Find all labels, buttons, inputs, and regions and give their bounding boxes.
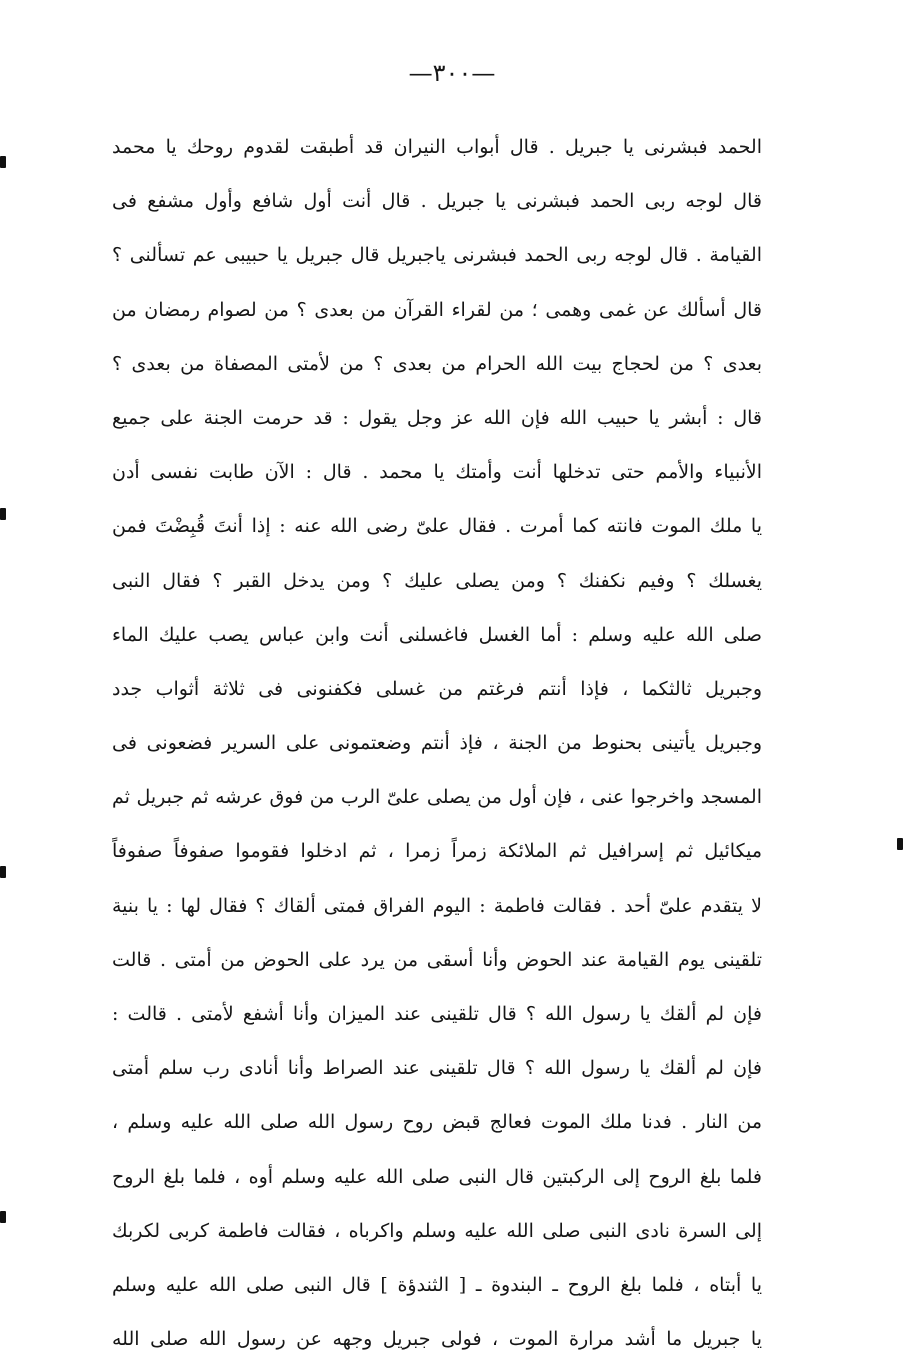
text-line: فإن لم ألقك يا رسول الله ؟ قال تلقينى عند الصراط وأنا أنادى رب سلم أمتى (112, 1057, 762, 1080)
text-line: ميكائيل ثم إسرافيل ثم الملائكة زمراً زمرا ، ثم ادخلوا فقوموا صفوفاً صفوفاً (112, 840, 762, 863)
text-line: يا أبتاه ، فلما بلغ الروح ـ البندوة ـ [ الثندؤة ] قال النبى صلى الله عليه وسلم (112, 1273, 762, 1296)
binding-hole-mark (0, 156, 6, 168)
body-text (112, 120, 762, 1366)
text-line: الأنبياء والأمم حتى تدخلها أنت وأمتك يا محمد . قال : الآن طابت نفسى أدن (112, 461, 762, 484)
text-line: فلما بلغ الروح إلى الركبتين قال النبى صلى الله عليه وسلم أوه ، فلما بلغ الروح (112, 1165, 762, 1188)
text-line: وجبريل يأتينى بحنوط من الجنة ، فإذ أنتم وضعتمونى على السرير فضعونى فى (112, 732, 762, 755)
text-line: قال : أبشر يا حبيب الله فإن الله عز وجل يقول : قد حرمت الجنة على جميع (112, 406, 762, 429)
text-line: المسجد واخرجوا عنى ، فإن أول من يصلى علىّ الرب من فوق عرشه ثم جبريل ثم (112, 786, 762, 809)
text-line: فإن لم ألقك يا رسول الله ؟ قال تلقينى عند الميزان وأنا أشفع لأمتى . قالت : (112, 1003, 762, 1025)
text-line: وجبريل ثالثكما ، فإذا أنتم فرغتم من غسلى فكفنونى فى ثلاثة أثواب جدد (112, 677, 762, 700)
page-number: —٣٠٠— (408, 59, 496, 87)
text-line: القيامة . قال لوجه ربى الحمد فبشرنى ياجبريل قال جبريل يا حبيبى عم تسألنى ؟ (112, 244, 762, 267)
text-line: الحمد فبشرنى يا جبريل . قال أبواب النيران قد أطبقت لقدوم روحك يا محمد (112, 136, 762, 158)
binding-hole-mark (0, 866, 6, 878)
text-line: إلى السرة نادى النبى صلى الله عليه وسلم واكرباه ، فقالت فاطمة كربى لكربك (112, 1219, 762, 1242)
binding-hole-mark (0, 1211, 6, 1223)
text-line: تلقينى يوم القيامة عند الحوض وأنا أسقى من يرد على الحوض من أمتى . قالت (112, 948, 762, 971)
text-line: لا يتقدم علىّ أحد . فقالت فاطمة : اليوم الفراق فمتى ألقاك ؟ فقال لها : يا بنية (112, 894, 762, 917)
text-line: من النار . فدنا ملك الموت فعالج قبض روح رسول الله صلى الله عليه وسلم ، (112, 1111, 762, 1134)
text-line: يغسلك ؟ وفيم نكفنك ؟ ومن يصلى عليك ؟ ومن يدخل القبر ؟ فقال النبى (112, 569, 762, 592)
text-line: قال لوجه ربى الحمد فبشرنى يا جبريل . قال أنت أول شافع وأول مشفع فى (112, 190, 762, 213)
text-line: يا ملك الموت فانته كما أمرت . فقال علىّ رضى الله عنه : إذا أنتَ قُبِضْتَ فمن (112, 515, 762, 538)
text-line: يا جبريل ما أشد مرارة الموت ، فولى جبريل وجهه عن رسول الله صلى الله (112, 1328, 762, 1351)
text-line: صلى الله عليه وسلم : أما الغسل فاغسلنى أنت وابن عباس يصب عليك الماء (112, 623, 762, 646)
binding-hole-mark (0, 508, 6, 520)
text-line: قال أسألك عن غمى وهمى ؛ من لقراء القرآن من بعدى ؟ من لصوام رمضان من (112, 298, 762, 321)
binding-hole-mark (897, 838, 903, 850)
text-line: بعدى ؟ من لحجاج بيت الله الحرام من بعدى ؟ من لأمتى المصفاة من بعدى ؟ (112, 352, 762, 375)
